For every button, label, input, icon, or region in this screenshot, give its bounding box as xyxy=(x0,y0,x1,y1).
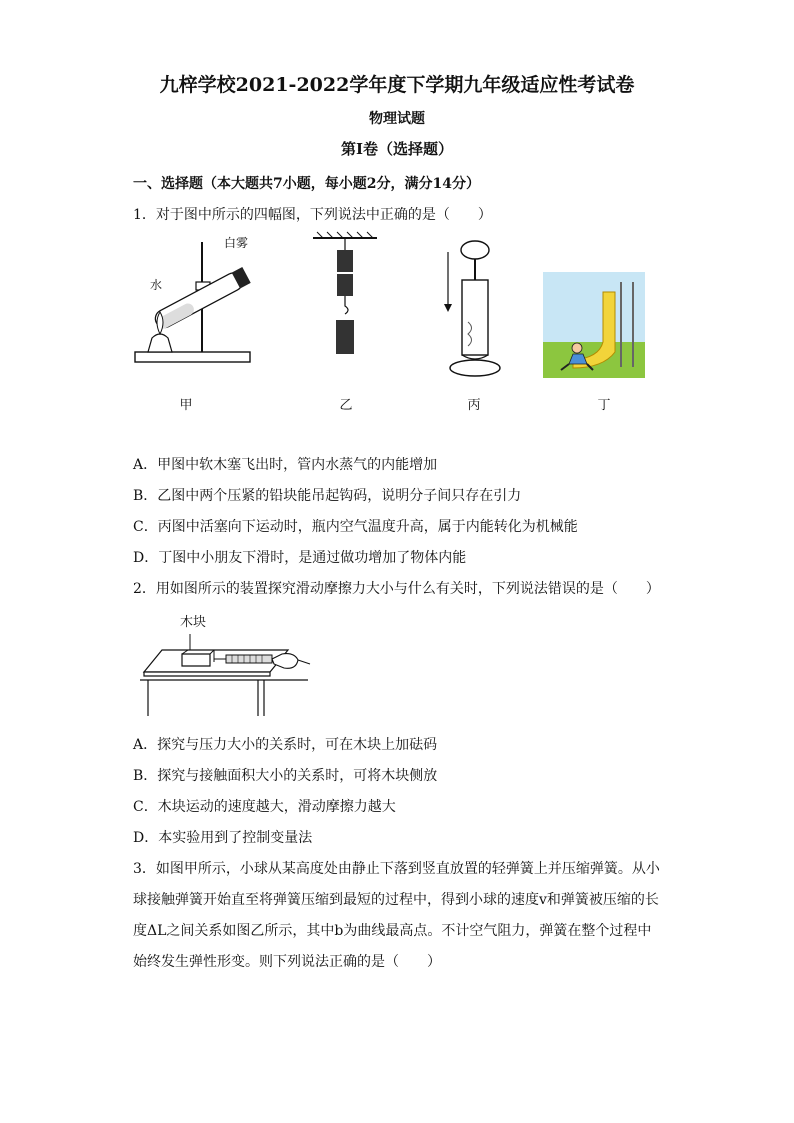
q1-option-a: A．甲图中软木塞飞出时，管内水蒸气的内能增加 xyxy=(133,457,438,473)
q2-option-d: D．本实验用到了控制变量法 xyxy=(133,830,313,846)
q2-option-c: C．木块运动的速度越大，滑动摩擦力越大 xyxy=(133,799,396,815)
figure-bing-piston xyxy=(440,238,510,383)
q1-option-d: D．丁图中小朋友下滑时，是通过做功增加了物体内能 xyxy=(133,550,467,566)
label-mukuai: 木块 xyxy=(180,615,207,630)
question-2-stem: 2．用如图所示的装置探究滑动摩擦力大小与什么有关时，下列说法错误的是（ ） xyxy=(133,581,660,597)
q2-option-b: B．探究与接触面积大小的关系时，可将木块侧放 xyxy=(133,768,438,784)
volume-title: 第I卷（选择题） xyxy=(340,140,454,158)
caption-ding: 丁 xyxy=(597,398,611,413)
section-title: 一、选择题（本大题共7小题，每小题2分，满分14分） xyxy=(133,176,480,192)
label-shui: 水 xyxy=(150,278,163,292)
figure-friction-setup xyxy=(138,628,318,718)
question-3-line-2: 球接触弹簧开始直至将弹簧压缩到最短的过程中，得到小球的速度v和弹簧被压缩的长 xyxy=(133,892,659,908)
caption-yi: 乙 xyxy=(339,398,353,413)
q1-option-c: C．丙图中活塞向下运动时，瓶内空气温度升高，属于内能转化为机械能 xyxy=(133,519,578,535)
label-baiwu: 白雾 xyxy=(224,236,249,250)
caption-bing: 丙 xyxy=(467,398,481,413)
question-3-line-1: 3．如图甲所示，小球从某高度处由静止下落到竖直放置的轻弹簧上并压缩弹簧。从小 xyxy=(133,861,660,877)
exam-title: 九梓学校2021-2022学年度下学期九年级适应性考试卷 xyxy=(159,74,635,96)
q1-option-b: B．乙图中两个压紧的铅块能吊起钩码，说明分子间只存在引力 xyxy=(133,488,522,504)
q2-option-a: A．探究与压力大小的关系时，可在木块上加砝码 xyxy=(133,737,438,753)
question-3-line-4: 始终发生弹性形变。则下列说法正确的是（ ） xyxy=(133,954,441,970)
figure-yi-lead-blocks xyxy=(305,230,385,380)
subject-title: 物理试题 xyxy=(369,111,425,127)
caption-jia: 甲 xyxy=(179,398,193,413)
question-1-stem: 1．对于图中所示的四幅图，下列说法中正确的是（ ） xyxy=(133,207,492,223)
question-3-line-3: 度ΔL之间关系如图乙所示，其中b为曲线最高点。不计空气阻力，弹簧在整个过程中 xyxy=(133,923,652,939)
figure-jia-test-tube xyxy=(130,230,260,375)
figure-ding-slide xyxy=(543,272,645,378)
